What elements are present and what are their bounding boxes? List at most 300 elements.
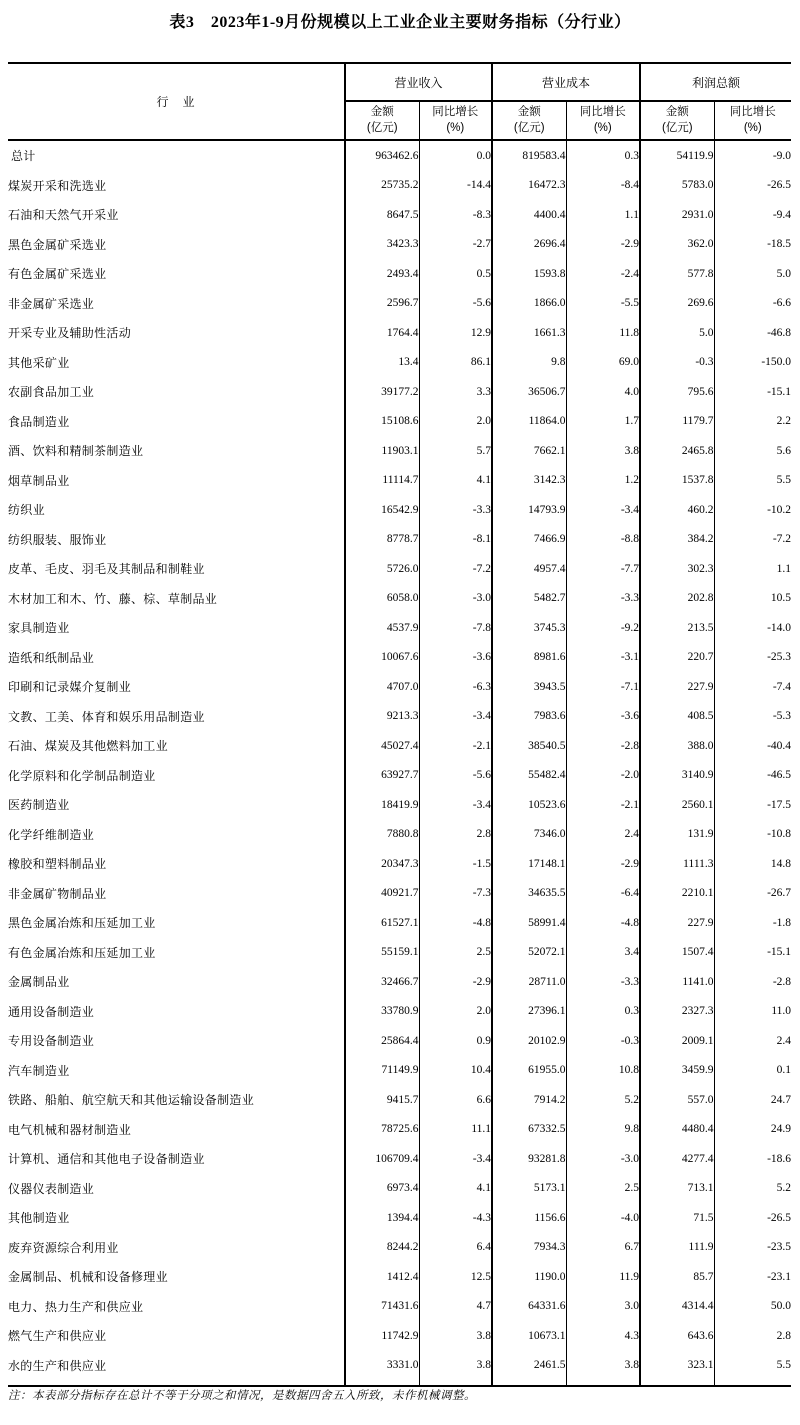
industry-name: 煤炭开采和洗选业 xyxy=(8,178,107,193)
profit-yoy: -26.5 xyxy=(714,171,791,201)
cost-amount: 1156.6 xyxy=(492,1203,566,1233)
profit-amount: 71.5 xyxy=(640,1203,714,1233)
revenue-yoy: 11.1 xyxy=(419,1115,492,1145)
profit-yoy: -15.1 xyxy=(714,938,791,968)
revenue-yoy: -5.6 xyxy=(419,289,492,319)
profit-yoy: -7.4 xyxy=(714,672,791,702)
cost-amount: 52072.1 xyxy=(492,938,566,968)
cost-amount: 58991.4 xyxy=(492,908,566,938)
profit-yoy: -6.6 xyxy=(714,289,791,319)
profit-yoy: 2.8 xyxy=(714,1321,791,1351)
profit-amount: 323.1 xyxy=(640,1351,714,1381)
table-row xyxy=(8,1115,791,1145)
cost-yoy: -6.4 xyxy=(566,879,640,909)
cost-yoy: -8.8 xyxy=(566,525,640,555)
industry-name: 印刷和记录媒介复制业 xyxy=(8,680,132,695)
revenue-amount: 3423.3 xyxy=(345,230,419,260)
profit-yoy: 2.4 xyxy=(714,1026,791,1056)
revenue-yoy: -8.3 xyxy=(419,200,492,230)
industry-name: 木材加工和木、竹、藤、棕、草制品业 xyxy=(8,591,218,606)
cost-amount: 9.8 xyxy=(492,348,566,378)
revenue-amount: 1412.4 xyxy=(345,1262,419,1292)
profit-amount: 3140.9 xyxy=(640,761,714,791)
cost-amount: 819583.4 xyxy=(492,140,566,171)
cost-amount: 20102.9 xyxy=(492,1026,566,1056)
cost-amount: 4400.4 xyxy=(492,200,566,230)
profit-yoy: -23.5 xyxy=(714,1233,791,1263)
cost-amount: 61955.0 xyxy=(492,1056,566,1086)
revenue-amount: 963462.6 xyxy=(345,140,419,171)
table-row xyxy=(8,1056,791,1086)
revenue-yoy: -7.2 xyxy=(419,554,492,584)
industry-name: 电气机械和器材制造业 xyxy=(8,1122,132,1137)
industry-name: 有色金属矿采选业 xyxy=(8,267,107,282)
revenue-amount: 13.4 xyxy=(345,348,419,378)
cost-yoy: 11.9 xyxy=(566,1262,640,1292)
cost-yoy: 2.4 xyxy=(566,820,640,850)
profit-amount: 3459.9 xyxy=(640,1056,714,1086)
table-row xyxy=(8,1262,791,1292)
cost-yoy: -3.3 xyxy=(566,584,640,614)
industry-name: 石油、煤炭及其他燃料加工业 xyxy=(8,739,168,754)
revenue-yoy: 3.8 xyxy=(419,1321,492,1351)
cost-amount: 64331.6 xyxy=(492,1292,566,1322)
col-group-profit: 利润总额 xyxy=(640,63,791,101)
revenue-yoy xyxy=(419,1380,492,1386)
revenue-yoy: 5.7 xyxy=(419,436,492,466)
revenue-amount: 1764.4 xyxy=(345,318,419,348)
revenue-amount: 45027.4 xyxy=(345,731,419,761)
revenue-amount: 15108.6 xyxy=(345,407,419,437)
profit-amount: 269.6 xyxy=(640,289,714,319)
revenue-amount: 3331.0 xyxy=(345,1351,419,1381)
revenue-yoy: -6.3 xyxy=(419,672,492,702)
cost-amount: 7914.2 xyxy=(492,1085,566,1115)
profit-yoy: -5.3 xyxy=(714,702,791,732)
amount-label: 金额 xyxy=(517,105,541,118)
profit-amount: 227.9 xyxy=(640,672,714,702)
profit-amount: 408.5 xyxy=(640,702,714,732)
cost-amount: 10673.1 xyxy=(492,1321,566,1351)
profit-yoy: -15.1 xyxy=(714,377,791,407)
cost-amount: 28711.0 xyxy=(492,967,566,997)
cost-yoy: -3.3 xyxy=(566,967,640,997)
profit-amount: 362.0 xyxy=(640,230,714,260)
profit-yoy: -17.5 xyxy=(714,790,791,820)
industry-name: 造纸和纸制品业 xyxy=(8,650,95,665)
cost-amount: 1866.0 xyxy=(492,289,566,319)
cost-yoy: -3.4 xyxy=(566,495,640,525)
revenue-amount: 106709.4 xyxy=(345,1144,419,1174)
table-row xyxy=(8,1321,791,1351)
profit-yoy: -10.2 xyxy=(714,495,791,525)
profit-amount: 384.2 xyxy=(640,525,714,555)
yoy-label: 同比增长 xyxy=(432,105,479,118)
profit-amount: 1179.7 xyxy=(640,407,714,437)
profit-yoy: -23.1 xyxy=(714,1262,791,1292)
revenue-yoy: 86.1 xyxy=(419,348,492,378)
revenue-yoy: 2.0 xyxy=(419,407,492,437)
revenue-yoy: -4.3 xyxy=(419,1203,492,1233)
industry-name: 酒、饮料和精制茶制造业 xyxy=(8,444,144,459)
table-row xyxy=(8,554,791,584)
cost-yoy: -8.4 xyxy=(566,171,640,201)
yoy-label: 同比增长 xyxy=(579,105,626,118)
revenue-yoy: -5.6 xyxy=(419,761,492,791)
cost-yoy: -2.1 xyxy=(566,790,640,820)
profit-yoy: 5.0 xyxy=(714,259,791,289)
revenue-yoy: -3.0 xyxy=(419,584,492,614)
profit-amount: 4314.4 xyxy=(640,1292,714,1322)
revenue-amount: 8647.5 xyxy=(345,200,419,230)
industry-name: 废弃资源综合利用业 xyxy=(8,1240,119,1255)
table-row xyxy=(8,1351,791,1381)
table-row xyxy=(8,879,791,909)
revenue-yoy: 4.1 xyxy=(419,1174,492,1204)
industry-name: 化学纤维制造业 xyxy=(8,827,95,842)
cost-amount: 5482.7 xyxy=(492,584,566,614)
table-title: 表3 2023年1-9月份规模以上工业企业主要财务指标（分行业） xyxy=(169,14,631,31)
cost-yoy: 69.0 xyxy=(566,348,640,378)
table-row xyxy=(8,466,791,496)
cost-amount: 17148.1 xyxy=(492,849,566,879)
revenue-yoy: 12.9 xyxy=(419,318,492,348)
revenue-amount: 61527.1 xyxy=(345,908,419,938)
profit-yoy: 11.0 xyxy=(714,997,791,1027)
revenue-yoy: -2.9 xyxy=(419,967,492,997)
cost-yoy: 1.7 xyxy=(566,407,640,437)
cost-yoy: 3.8 xyxy=(566,436,640,466)
table-bottom-spacer xyxy=(8,1380,791,1386)
table-row xyxy=(8,643,791,673)
cost-amount: 3943.5 xyxy=(492,672,566,702)
revenue-amount: 8778.7 xyxy=(345,525,419,555)
table-row xyxy=(8,908,791,938)
cost-amount: 2461.5 xyxy=(492,1351,566,1381)
col-header-cost-yoy xyxy=(566,101,640,140)
revenue-yoy: -7.3 xyxy=(419,879,492,909)
cost-amount: 55482.4 xyxy=(492,761,566,791)
revenue-amount: 40921.7 xyxy=(345,879,419,909)
industry-name: 非金属矿采选业 xyxy=(8,296,95,311)
col-header-revenue-amount xyxy=(345,101,419,140)
cost-amount: 1190.0 xyxy=(492,1262,566,1292)
revenue-yoy: -7.8 xyxy=(419,613,492,643)
industry-name: 食品制造业 xyxy=(8,414,70,429)
cost-yoy: 1.1 xyxy=(566,200,640,230)
revenue-amount: 33780.9 xyxy=(345,997,419,1027)
cost-amount: 8981.6 xyxy=(492,643,566,673)
profit-amount: 5783.0 xyxy=(640,171,714,201)
revenue-yoy: 2.8 xyxy=(419,820,492,850)
industry-name xyxy=(8,1380,345,1386)
revenue-amount: 9213.3 xyxy=(345,702,419,732)
profit-amount: 643.6 xyxy=(640,1321,714,1351)
industry-name: 总计 xyxy=(11,149,36,164)
industry-name: 橡胶和塑料制品业 xyxy=(8,857,107,872)
profit-yoy: -26.5 xyxy=(714,1203,791,1233)
cost-amount: 1593.8 xyxy=(492,259,566,289)
profit-amount: 557.0 xyxy=(640,1085,714,1115)
revenue-amount: 5726.0 xyxy=(345,554,419,584)
yoy-unit: (%) xyxy=(593,121,612,134)
table-row xyxy=(8,613,791,643)
revenue-amount: 25864.4 xyxy=(345,1026,419,1056)
revenue-yoy: 4.7 xyxy=(419,1292,492,1322)
profit-yoy: -14.0 xyxy=(714,613,791,643)
industry-name: 纺织服装、服饰业 xyxy=(8,532,107,547)
profit-yoy: -26.7 xyxy=(714,879,791,909)
col-group-revenue: 营业收入 xyxy=(345,63,492,101)
profit-amount: 388.0 xyxy=(640,731,714,761)
cost-yoy: 3.0 xyxy=(566,1292,640,1322)
revenue-yoy: -3.4 xyxy=(419,1144,492,1174)
revenue-yoy: 0.9 xyxy=(419,1026,492,1056)
industry-name: 其他制造业 xyxy=(8,1211,70,1226)
cost-amount: 7934.3 xyxy=(492,1233,566,1263)
table-row xyxy=(8,790,791,820)
table-header xyxy=(8,63,791,140)
industry-name: 家具制造业 xyxy=(8,621,70,636)
profit-amount: 2327.3 xyxy=(640,997,714,1027)
industry-name: 皮革、毛皮、羽毛及其制品和制鞋业 xyxy=(8,562,205,577)
cost-amount: 27396.1 xyxy=(492,997,566,1027)
revenue-yoy: 6.6 xyxy=(419,1085,492,1115)
table-row xyxy=(8,672,791,702)
profit-yoy: 0.1 xyxy=(714,1056,791,1086)
table-row xyxy=(8,938,791,968)
yoy-unit: (%) xyxy=(743,121,762,134)
table-row xyxy=(8,318,791,348)
industry-name: 化学原料和化学制品制造业 xyxy=(8,768,156,783)
revenue-amount: 2596.7 xyxy=(345,289,419,319)
cost-yoy: 5.2 xyxy=(566,1085,640,1115)
table-row xyxy=(8,820,791,850)
profit-yoy: -25.3 xyxy=(714,643,791,673)
revenue-yoy: -1.5 xyxy=(419,849,492,879)
yoy-label: 同比增长 xyxy=(729,105,776,118)
profit-yoy xyxy=(714,1380,791,1386)
revenue-amount: 63927.7 xyxy=(345,761,419,791)
industry-name: 烟草制品业 xyxy=(8,473,70,488)
table-footnote: 注：本表部分指标存在总计不等于分项之和情况，是数据四舍五入所致，未作机械调整。 xyxy=(8,1390,476,1402)
cost-yoy: -2.8 xyxy=(566,731,640,761)
cost-yoy: 3.4 xyxy=(566,938,640,968)
industry-name: 非金属矿物制品业 xyxy=(8,886,107,901)
revenue-yoy: -3.4 xyxy=(419,790,492,820)
profit-amount xyxy=(640,1380,714,1386)
revenue-amount: 6058.0 xyxy=(345,584,419,614)
profit-yoy: -150.0 xyxy=(714,348,791,378)
profit-yoy: -18.5 xyxy=(714,230,791,260)
table-row xyxy=(8,1174,791,1204)
profit-amount: 111.9 xyxy=(640,1233,714,1263)
table-row xyxy=(8,997,791,1027)
profit-amount: 1507.4 xyxy=(640,938,714,968)
table-row xyxy=(8,1085,791,1115)
revenue-yoy: -3.4 xyxy=(419,702,492,732)
profit-amount: 2009.1 xyxy=(640,1026,714,1056)
industry-name: 黑色金属矿采选业 xyxy=(8,237,107,252)
profit-amount: 460.2 xyxy=(640,495,714,525)
revenue-amount: 2493.4 xyxy=(345,259,419,289)
table-row xyxy=(8,289,791,319)
cost-yoy: -2.9 xyxy=(566,849,640,879)
revenue-amount: 11114.7 xyxy=(345,466,419,496)
revenue-yoy: -2.1 xyxy=(419,731,492,761)
profit-amount: 85.7 xyxy=(640,1262,714,1292)
cost-amount: 93281.8 xyxy=(492,1144,566,1174)
profit-amount: 2210.1 xyxy=(640,879,714,909)
industry-name: 金属制品、机械和设备修理业 xyxy=(8,1270,168,1285)
cost-amount: 16472.3 xyxy=(492,171,566,201)
cost-yoy: 6.7 xyxy=(566,1233,640,1263)
industry-name: 金属制品业 xyxy=(8,975,70,990)
industry-name: 纺织业 xyxy=(8,503,45,518)
profit-yoy: 5.5 xyxy=(714,1351,791,1381)
revenue-amount: 32466.7 xyxy=(345,967,419,997)
col-header-industry: 行 业 xyxy=(8,63,345,140)
industry-name: 开采专业及辅助性活动 xyxy=(8,326,132,341)
profit-amount: 577.8 xyxy=(640,259,714,289)
table-row xyxy=(8,702,791,732)
col-header-profit-amount xyxy=(640,101,714,140)
table-row xyxy=(8,230,791,260)
profit-yoy: -9.0 xyxy=(714,140,791,171)
amount-label: 金额 xyxy=(370,105,394,118)
table-row xyxy=(8,967,791,997)
cost-yoy: 4.0 xyxy=(566,377,640,407)
revenue-amount: 7880.8 xyxy=(345,820,419,850)
profit-yoy: 1.1 xyxy=(714,554,791,584)
cost-yoy: -7.1 xyxy=(566,672,640,702)
profit-amount: 302.3 xyxy=(640,554,714,584)
cost-yoy: 0.3 xyxy=(566,140,640,171)
cost-amount: 11864.0 xyxy=(492,407,566,437)
cost-yoy: 4.3 xyxy=(566,1321,640,1351)
table-row xyxy=(8,407,791,437)
revenue-amount: 71149.9 xyxy=(345,1056,419,1086)
revenue-amount: 6973.4 xyxy=(345,1174,419,1204)
table-row xyxy=(8,377,791,407)
profit-amount: -0.3 xyxy=(640,348,714,378)
profit-yoy: 50.0 xyxy=(714,1292,791,1322)
revenue-amount: 8244.2 xyxy=(345,1233,419,1263)
revenue-yoy: -4.8 xyxy=(419,908,492,938)
profit-yoy: 2.2 xyxy=(714,407,791,437)
cost-amount: 4957.4 xyxy=(492,554,566,584)
industry-name: 有色金属冶炼和压延加工业 xyxy=(8,945,156,960)
revenue-amount: 4537.9 xyxy=(345,613,419,643)
cost-yoy: 10.8 xyxy=(566,1056,640,1086)
cost-amount: 3745.3 xyxy=(492,613,566,643)
revenue-yoy: 0.5 xyxy=(419,259,492,289)
cost-yoy: -2.4 xyxy=(566,259,640,289)
cost-amount: 2696.4 xyxy=(492,230,566,260)
revenue-yoy: -3.3 xyxy=(419,495,492,525)
cost-yoy: -5.5 xyxy=(566,289,640,319)
table-row xyxy=(8,436,791,466)
amount-label: 金额 xyxy=(665,105,689,118)
industry-name: 石油和天然气开采业 xyxy=(8,208,119,223)
industry-name: 文教、工美、体育和娱乐用品制造业 xyxy=(8,709,205,724)
table-row xyxy=(8,1144,791,1174)
profit-amount: 4277.4 xyxy=(640,1144,714,1174)
table-row xyxy=(8,849,791,879)
revenue-amount: 1394.4 xyxy=(345,1203,419,1233)
revenue-amount: 55159.1 xyxy=(345,938,419,968)
cost-amount: 7662.1 xyxy=(492,436,566,466)
revenue-yoy: 10.4 xyxy=(419,1056,492,1086)
cost-amount: 7983.6 xyxy=(492,702,566,732)
group-header-row xyxy=(8,63,791,101)
cost-yoy: 2.5 xyxy=(566,1174,640,1204)
revenue-amount: 25735.2 xyxy=(345,171,419,201)
cost-yoy: 0.3 xyxy=(566,997,640,1027)
industry-name: 黑色金属冶炼和压延加工业 xyxy=(8,916,156,931)
profit-amount: 4480.4 xyxy=(640,1115,714,1145)
profit-yoy: -18.6 xyxy=(714,1144,791,1174)
cost-yoy: -3.6 xyxy=(566,702,640,732)
revenue-yoy: 0.0 xyxy=(419,140,492,171)
revenue-yoy: 6.4 xyxy=(419,1233,492,1263)
revenue-yoy: -8.1 xyxy=(419,525,492,555)
table-row xyxy=(8,584,791,614)
col-group-cost: 营业成本 xyxy=(492,63,640,101)
profit-yoy: 24.9 xyxy=(714,1115,791,1145)
cost-yoy: -9.2 xyxy=(566,613,640,643)
profit-yoy: -2.8 xyxy=(714,967,791,997)
revenue-amount: 78725.6 xyxy=(345,1115,419,1145)
table-row xyxy=(8,495,791,525)
cost-amount: 3142.3 xyxy=(492,466,566,496)
industry-name: 汽车制造业 xyxy=(8,1063,70,1078)
cost-amount: 34635.5 xyxy=(492,879,566,909)
revenue-yoy: 3.8 xyxy=(419,1351,492,1381)
cost-yoy: -2.9 xyxy=(566,230,640,260)
profit-amount: 213.5 xyxy=(640,613,714,643)
profit-yoy: 5.2 xyxy=(714,1174,791,1204)
industry-name: 通用设备制造业 xyxy=(8,1004,95,1019)
col-header-profit-yoy xyxy=(714,101,791,140)
cost-amount: 7346.0 xyxy=(492,820,566,850)
table-row xyxy=(8,140,791,171)
col-header-cost-amount xyxy=(492,101,566,140)
revenue-amount: 10067.6 xyxy=(345,643,419,673)
revenue-yoy: 3.3 xyxy=(419,377,492,407)
profit-amount: 54119.9 xyxy=(640,140,714,171)
profit-yoy: -9.4 xyxy=(714,200,791,230)
industry-name: 水的生产和供应业 xyxy=(8,1358,107,1373)
table-row xyxy=(8,1026,791,1056)
profit-amount: 227.9 xyxy=(640,908,714,938)
industry-name: 燃气生产和供应业 xyxy=(8,1329,107,1344)
profit-yoy: -1.8 xyxy=(714,908,791,938)
profit-yoy: 24.7 xyxy=(714,1085,791,1115)
cost-amount: 1661.3 xyxy=(492,318,566,348)
amount-unit: (亿元) xyxy=(513,121,545,134)
profit-yoy: -46.5 xyxy=(714,761,791,791)
industry-name: 专用设备制造业 xyxy=(8,1034,95,1049)
industry-name: 仪器仪表制造业 xyxy=(8,1181,95,1196)
profit-amount: 131.9 xyxy=(640,820,714,850)
industry-name: 铁路、船舶、航空航天和其他运输设备制造业 xyxy=(8,1093,255,1108)
cost-yoy: -7.7 xyxy=(566,554,640,584)
table-row xyxy=(8,259,791,289)
revenue-amount: 71431.6 xyxy=(345,1292,419,1322)
cost-amount: 5173.1 xyxy=(492,1174,566,1204)
profit-amount: 5.0 xyxy=(640,318,714,348)
